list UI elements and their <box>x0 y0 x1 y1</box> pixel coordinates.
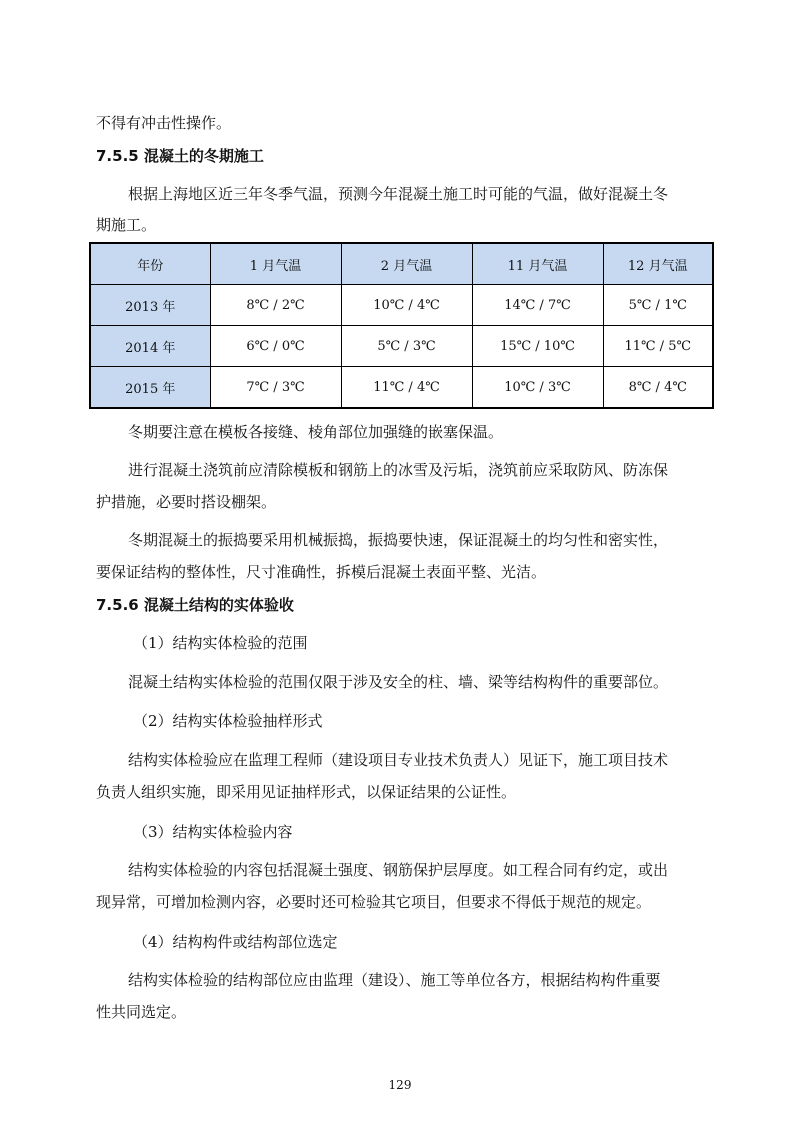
subheading: （4）结构构件或结构部位选定 <box>133 933 338 951</box>
text-line: 不得有冲击性操作。 <box>96 114 232 132</box>
temperature-table <box>89 242 714 409</box>
text-line: 结构实体检验应在监理工程师（建设项目专业技术负责人）见证下，施工项目技术 <box>128 751 669 769</box>
text-line: 混凝土结构实体检验的范围仅限于涉及安全的柱、墙、梁等结构构件的重要部位。 <box>128 673 669 691</box>
text-line: 护措施，必要时搭设棚架。 <box>96 493 277 511</box>
subheading: （2）结构实体检验抽样形式 <box>133 712 323 730</box>
text-line: 冬期要注意在模板各接缝、棱角部位加强缝的嵌塞保温。 <box>128 423 504 441</box>
column-header: 年份 <box>90 243 210 285</box>
table-row <box>90 367 713 409</box>
table-cell: 6℃ / 0℃ <box>210 326 341 367</box>
table-cell: 14℃ / 7℃ <box>472 285 603 326</box>
column-header: 2 月气温 <box>341 243 472 285</box>
text-line: 期施工。 <box>96 216 157 234</box>
text-line: 性共同选定。 <box>96 1003 187 1021</box>
table-cell: 5℃ / 3℃ <box>341 326 472 367</box>
text-line: 冬期混凝土的振捣要采用机械振捣，振捣要快速，保证混凝土的均匀性和密实性， <box>128 531 669 549</box>
table-cell: 15℃ / 10℃ <box>472 326 603 367</box>
table-cell: 5℃ / 1℃ <box>603 285 713 326</box>
table-cell: 10℃ / 3℃ <box>472 367 603 409</box>
table-cell: 8℃ / 2℃ <box>210 285 341 326</box>
column-header: 12 月气温 <box>603 243 713 285</box>
table-row <box>90 326 713 367</box>
table-cell: 11℃ / 4℃ <box>341 367 472 409</box>
table-cell: 7℃ / 3℃ <box>210 367 341 409</box>
table-cell: 8℃ / 4℃ <box>603 367 713 409</box>
subheading: （1）结构实体检验的范围 <box>133 634 308 652</box>
text-line: 结构实体检验的内容包括混凝土强度、钢筋保护层厚度。如工程合同有约定，或出 <box>128 861 669 879</box>
text-line: 进行混凝土浇筑前应清除模板和钢筋上的冰雪及污垢，浇筑前应采取防风、防冻保 <box>128 461 669 479</box>
table-cell: 10℃ / 4℃ <box>341 285 472 326</box>
text-line: 要保证结构的整体性，尺寸准确性，拆模后混凝土表面平整、光洁。 <box>96 563 547 581</box>
text-line: 负责人组织实施，即采用见证抽样形式，以保证结果的公证性。 <box>96 783 517 801</box>
table-cell: 2013 年 <box>90 285 210 326</box>
page-number: 129 <box>388 1078 412 1092</box>
table-cell: 2015 年 <box>90 367 210 409</box>
text-line: 现异常，可增加检测内容，必要时还可检验其它项目，但要求不得低于规范的规定。 <box>96 893 652 911</box>
column-header: 11 月气温 <box>472 243 603 285</box>
section-heading: 7.5.6 混凝土结构的实体验收 <box>96 596 294 614</box>
text-line: 结构实体检验的结构部位应由监理（建设）、施工等单位各方，根据结构构件重要 <box>128 971 661 989</box>
column-header: 1 月气温 <box>210 243 341 285</box>
subheading: （3）结构实体检验内容 <box>133 823 293 841</box>
table-row <box>90 285 713 326</box>
section-heading: 7.5.5 混凝土的冬期施工 <box>96 147 264 165</box>
table-cell: 11℃ / 5℃ <box>603 326 713 367</box>
table-header-row <box>90 243 713 285</box>
table-cell: 2014 年 <box>90 326 210 367</box>
text-line: 根据上海地区近三年冬季气温，预测今年混凝土施工时可能的气温，做好混凝土冬 <box>128 185 669 203</box>
